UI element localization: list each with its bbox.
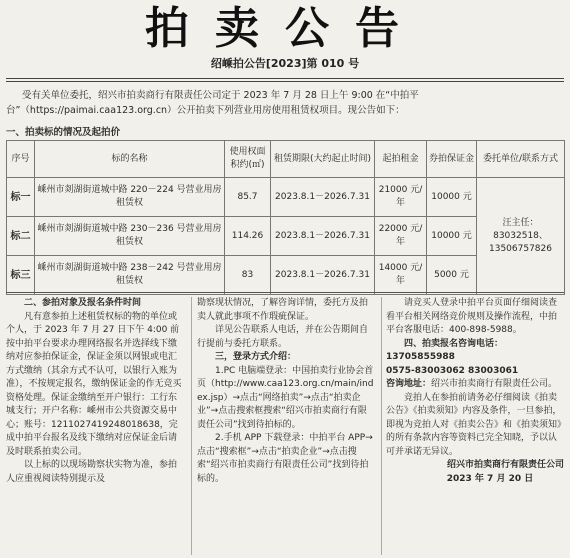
- lot-deposit: 10000 元: [427, 217, 477, 256]
- lot-name: 嵊州市剡湖街道城中路 230－236 号营业用房租赁权: [35, 217, 225, 256]
- lot-rent: 21000 元/年: [375, 178, 427, 217]
- address-value: 绍兴市拍卖商行有限责任公司。: [431, 379, 558, 389]
- title-rule: [6, 81, 564, 82]
- address-label: 咨询地址：: [386, 379, 432, 389]
- contact-cell: 汪主任：83032518、13506757826: [477, 178, 565, 295]
- lot-rent: 22000 元/年: [375, 217, 427, 256]
- pc-login-paragraph: 1.PC 电脑端登录：中国拍卖行业协会首页（http://www.caa123.org.cn/main/index.jsp）→点击“网络拍卖”→点击“拍卖企业”→点击搜索框搜索“绍兴市拍卖商行有限责任公司”找到待拍标的。: [197, 365, 374, 430]
- lot-deposit: 10000 元: [427, 178, 477, 217]
- section-heading: 三，登录方式介绍：: [215, 352, 297, 362]
- notice-paragraph: 勘察现状情况，了解咨询详情，委托方及拍卖人就此事项不作瑕疵保证。: [197, 298, 369, 322]
- column-header: 租赁期限(大约起止时间): [271, 141, 375, 178]
- column-divider: [191, 297, 192, 555]
- lot-area: 85.7: [225, 178, 271, 217]
- column-left: [6, 297, 185, 557]
- lot-rent: 14000 元/年: [375, 256, 427, 295]
- section-divider: [6, 292, 564, 293]
- lot-period: 2023.8.1－2026.7.31: [271, 256, 375, 295]
- announcement-title: 拍卖公告: [145, 3, 425, 54]
- column-header: 券拍保证金: [427, 141, 477, 178]
- column-divider: [381, 297, 382, 555]
- lot-name: 嵊州市剡湖街道城中路 220－224 号营业用房租赁权: [35, 178, 225, 217]
- lot-area: 83: [225, 256, 271, 295]
- lot-deposit: 5000 元: [427, 256, 477, 295]
- app-login-paragraph: 2.手机 APP 下载登录：中拍平台 APP→点击“搜索框”→点击“拍卖企业”→点击搜索“绍兴市拍卖商行有限责任公司”找到待拍标的。: [197, 433, 373, 484]
- lot-number: 标三: [7, 256, 35, 295]
- notice-paragraph: 以上标的以现场勘察状实物为准，参拍人应重视阅读特别提示及: [6, 460, 178, 484]
- section-heading: 一、拍卖标的情况及起拍价: [6, 127, 121, 138]
- lots-table: [6, 140, 565, 295]
- signature: 绍兴市拍卖商行有限责任公司: [446, 460, 564, 470]
- column-header: 使用权面积约(㎡): [225, 141, 271, 178]
- column-header: 起拍租金: [375, 141, 427, 178]
- column-header: 标的名称: [35, 141, 225, 178]
- phone-number: 0575-83003062 83003061: [386, 365, 519, 376]
- title-rule: [6, 78, 564, 79]
- table-row: [7, 178, 565, 217]
- lot-area: 114.26: [225, 217, 271, 256]
- registration-paragraph: 凡有意参拍上述租赁权标的物的单位或个人，于 2023 年 7 月 27 日下午 4:00 前按中拍平台要求办理网络报名并选择线下缴纳对应参拍保证金，保证金须以网银或电汇方式缴纳（其余方式不认可，以银行入账为准），不按规定报名，缴纳保证金的作无竞买资格处理。保证金缴纳至开户银行：工行东城支行；开户名称：嵊州市公共资源交易中心；账号：1211027419248018638，完成中拍平台报名及线下缴纳对应保证金后请及时联系拍卖公司。: [6, 311, 182, 457]
- column-header: 委托单位/联系方式: [477, 141, 565, 178]
- document-number: 绍嵊拍公告[2023]第 010 号: [210, 57, 360, 70]
- phone-number: 13705855988: [386, 352, 455, 362]
- column-right: [386, 297, 564, 557]
- signature-date: 2023 年 7 月 20 日: [446, 473, 534, 484]
- section-heading: 二、参拍对象及报名条件时间: [24, 298, 142, 308]
- table-header-row: [7, 141, 565, 178]
- lot-period: 2023.8.1－2026.7.31: [271, 178, 375, 217]
- column-middle: [197, 297, 375, 557]
- column-header: 序号: [7, 141, 35, 178]
- terms-paragraph: 竞拍人在参拍前请务必仔细阅读《拍卖公告》《拍卖须知》内容及条件，一旦参拍，即视为竞拍人对《拍卖公告》和《拍卖须知》的所有条款内容等资料已完全知晓，予以认可并承诺无异议。: [386, 392, 562, 457]
- lot-number: 标二: [7, 217, 35, 256]
- lot-name: 嵊州市剡湖街道城中路 238－242 号营业用房租赁权: [35, 256, 225, 295]
- lot-period: 2023.8.1－2026.7.31: [271, 217, 375, 256]
- contact-paragraph: 详见公告联系人电话，并在公告期间自行提前与委托方联系。: [197, 325, 369, 349]
- lot-number: 标一: [7, 178, 35, 217]
- section-heading: 四、拍卖报名咨询电话：: [404, 338, 504, 349]
- intro-paragraph: 受有关单位委托，绍兴市拍卖商行有限责任公司定于 2023 年 7 月 28 日上午 9:00 在“中拍平台”（https://paimai.caa123.org.cn）公开拍卖下列营业用房使用租赁权项目。现公告如下：: [6, 90, 419, 116]
- platform-paragraph: 请竞买人登录中拍平台页面仔细阅读查看平台相关网络竞价规则及操作流程，中拍平台客服电话：400-898-5988。: [386, 298, 558, 335]
